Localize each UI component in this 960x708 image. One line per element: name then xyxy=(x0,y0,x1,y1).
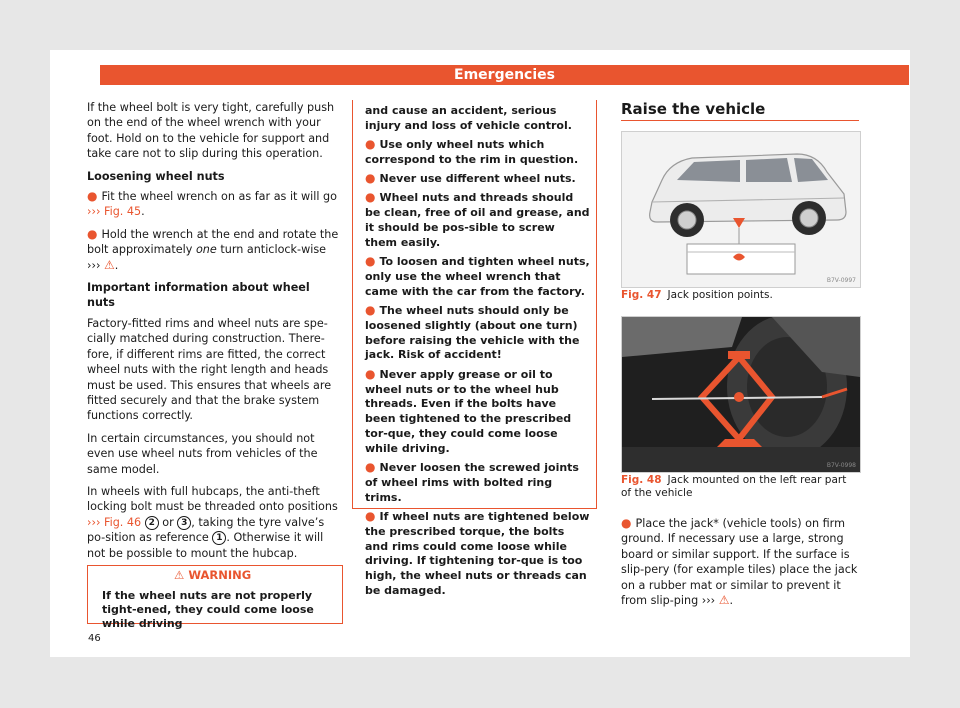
warning-item-text: Never use different wheel nuts. xyxy=(379,172,576,186)
fig45-link[interactable]: ››› Fig. 45 xyxy=(87,205,142,219)
callout-1: 1 xyxy=(212,531,226,545)
warning-item xyxy=(365,303,590,363)
chapter-title: Emergencies xyxy=(454,67,555,83)
warning-item xyxy=(365,171,590,187)
bullet-emphasis: one xyxy=(195,243,217,257)
subheading-loosening: Loosening wheel nuts xyxy=(87,169,225,183)
bullet-dot-icon: ● xyxy=(87,226,98,241)
warning-item xyxy=(365,137,590,168)
section-divider xyxy=(621,120,859,121)
bullet-dot-icon: ● xyxy=(365,254,376,269)
section-title: Raise the vehicle xyxy=(621,100,766,118)
bullet-dot-icon: ● xyxy=(365,460,376,475)
bullet-text: Hold the wrench at the end and rotate the bolt approximately xyxy=(87,227,339,257)
bullet-dot-icon: ● xyxy=(365,190,376,205)
bullet-text: Place the jack* (vehicle tools) on firm ground. If necessary use a large, strong board or similar support. If the surface is slip-pery (for example tiles) place the jack on a rubber mat or similar to prevent it from slip-ping xyxy=(621,517,858,608)
page xyxy=(50,50,910,657)
warning-item-text: Wheel nuts and threads should be clean, free of oil and grease, and it should be pos-sible to screw them easily. xyxy=(365,191,590,249)
chapter-header xyxy=(100,65,909,85)
warning-triangle-icon: ⚠ xyxy=(174,568,185,582)
warning-item xyxy=(365,254,590,299)
bullet-rotate-wrench: ● Hold the wrench at the end and rotate the bolt approximately one turn anticlock-wise ››› ⚠. xyxy=(87,226,339,272)
bullet-text: turn anticlock-wise xyxy=(216,243,327,257)
bullet-text: Fit the wheel wrench on as far as it will go xyxy=(101,190,337,204)
bullet-dot-icon: ● xyxy=(365,137,376,152)
warning-link-arrows[interactable]: ››› xyxy=(87,258,101,272)
warning-triangle-icon[interactable]: ⚠ xyxy=(718,593,730,608)
figure-47-car-jack-points xyxy=(621,131,861,288)
warning-item-text: The wheel nuts should only be loosened slightly (about one turn) before raising the vehicle with the jack. Risk of accident! xyxy=(365,304,580,362)
callout-2: 2 xyxy=(145,516,159,530)
paragraph-text: or xyxy=(158,515,178,529)
warning-item-text: To loosen and tighten wheel nuts, only use the wheel wrench that came with the car from the factory. xyxy=(365,255,590,298)
column-left xyxy=(87,100,341,568)
figure-48-caption xyxy=(621,474,859,500)
warning-item xyxy=(365,190,590,250)
paragraph-text: . Otherwise it will not be possible to mount the hubcap. xyxy=(87,531,324,560)
paragraph-text: , taking the tyre valve’s po-sition as reference xyxy=(87,515,325,545)
fig46-link[interactable]: ››› Fig. 46 xyxy=(87,515,142,529)
bullet-dot-icon: ● xyxy=(365,171,376,186)
warning-item-text: Never loosen the screwed joints of wheel rims with bolted ring trims. xyxy=(365,461,579,504)
caption-text: Jack position points. xyxy=(667,289,773,301)
warning-intro: If the wheel nuts are not properly tight-ened, they could come loose while driving xyxy=(102,589,314,630)
warning-item xyxy=(365,509,590,599)
paragraph-tight-bolt: If the wheel bolt is very tight, carefully push on the end of the wheel wrench with your foot. Hold on to the vehicle for support and take care not to slip during this operation. xyxy=(87,101,335,161)
paragraph-same-model: In certain circumstances, you should not even use wheel nuts from vehicles of the same model. xyxy=(87,431,318,476)
warning-box xyxy=(87,565,343,630)
bullet-dot-icon: ● xyxy=(365,508,376,523)
figure-label: Fig. 47 xyxy=(621,289,662,301)
bullet-dot-icon: ● xyxy=(621,516,632,530)
warning-triangle-icon[interactable]: ⚠ xyxy=(103,257,115,272)
warning-link-arrows[interactable]: ››› xyxy=(701,594,716,608)
page-number: 46 xyxy=(88,633,101,644)
warning-title: WARNING xyxy=(188,568,252,582)
paragraph-factory-rims: Factory-fitted rims and wheel nuts are spe-cially matched during construction. There-fore, if different rims are fitted, the correct wheel nuts with the right length and heads must be used. This ensures that wheels are fitted securely and that the brake system functions correctly. xyxy=(87,316,332,423)
figure-label: Fig. 48 xyxy=(621,474,662,486)
caption-text: Jack mounted on the left rear part of the vehicle xyxy=(621,474,847,499)
bullet-fit-wrench xyxy=(87,189,341,220)
bullet-dot-icon: ● xyxy=(87,189,98,204)
figure-code: B7V-0998 xyxy=(826,462,856,469)
warning-item xyxy=(365,367,590,457)
warning-item-text: Never apply grease or oil to wheel nuts or to the wheel hub threads. Even if the bolts have been tightened to the prescribed tor-que, they could come loose while driving. xyxy=(365,367,572,455)
paragraph-text: In wheels with full hubcaps, the anti-theft locking bolt must be threaded onto positions xyxy=(87,484,338,514)
warning-continuation: and cause an accident, serious injury and loss of vehicle control. xyxy=(365,104,572,132)
figure-48-jack-mounted xyxy=(621,316,861,473)
paragraph-hubcaps xyxy=(87,484,341,561)
bullet-place-jack: ● Place the jack* (vehicle tools) on firm ground. If necessary use a large, strong board or similar support. If the surface is slip-pery (for example tiles) place the jack on a rubber mat or similar to prevent it from slip-ping ››› ⚠. xyxy=(621,516,858,608)
warning-item-text: Use only wheel nuts which correspond to the rim in question. xyxy=(365,138,579,166)
figure-code: B7V-0997 xyxy=(826,277,856,284)
subheading-important: Important information about wheel nuts xyxy=(87,281,310,310)
warning-item xyxy=(365,460,590,505)
bullet-dot-icon: ● xyxy=(365,366,376,381)
warning-item-text: If wheel nuts are tightened below the prescribed torque, the bolts and rims could come loose while driving. If tightening tor-que is too high, the wheel nuts or threads can be damaged. xyxy=(365,509,590,597)
bullet-dot-icon: ● xyxy=(365,303,376,318)
warning-box-continued xyxy=(352,100,597,597)
bullet-end: . xyxy=(141,205,145,219)
callout-3: 3 xyxy=(177,516,191,530)
car-side-illustration xyxy=(622,132,860,287)
figure-47-caption xyxy=(621,289,859,302)
jack-illustration xyxy=(622,317,860,472)
warning-heading xyxy=(88,566,342,584)
